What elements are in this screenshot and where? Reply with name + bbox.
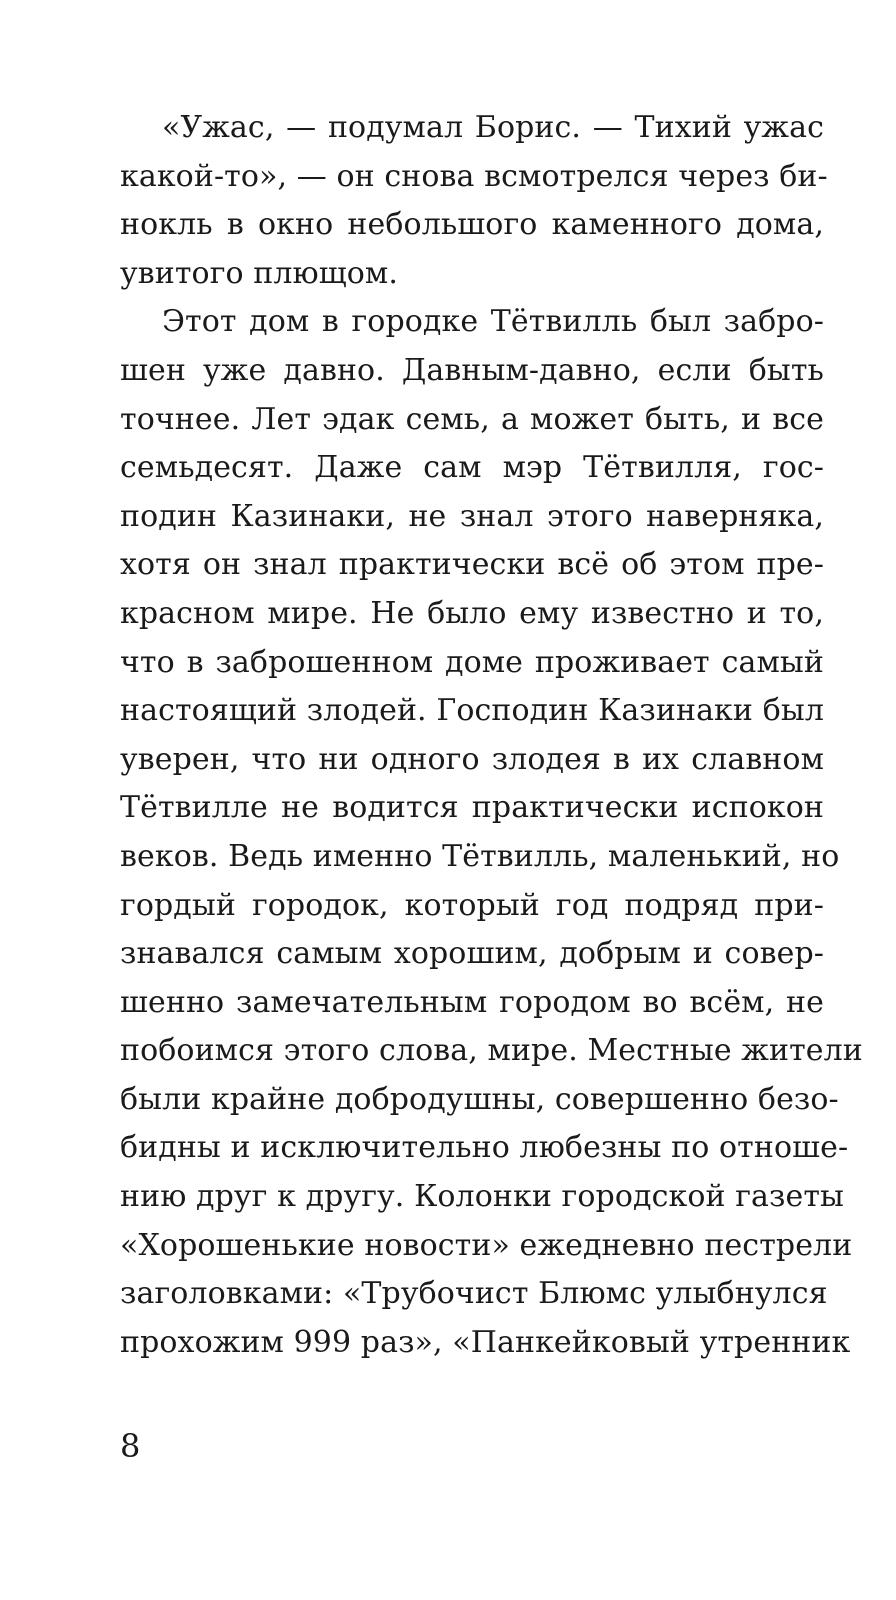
text-line: уверен, что ни одного злодея в их славном	[120, 741, 824, 777]
text-line: веков. Ведь именно Тётвилль, маленький, но	[120, 838, 840, 874]
text-line: точнее. Лет эдак семь, а может быть, и все	[120, 401, 824, 437]
text-line: были крайне добродушны, совершенно безо-	[120, 1081, 839, 1117]
text-line: знавался самым хорошим, добрым и совер-	[120, 936, 824, 972]
paragraph-2	[120, 298, 863, 1367]
text-line: красном мире. Не было ему известно и то,	[120, 595, 824, 631]
text-line: побоимся этого слова, мире. Местные жители	[120, 1033, 863, 1069]
text-line: подин Казинаки, не знал этого наверняка,	[120, 498, 824, 534]
text-line: «Хорошенькие новости» ежедневно пестрели	[120, 1227, 853, 1263]
text-line: прохожим 999 раз», «Панкейковый утренник	[120, 1324, 851, 1360]
text-line: заголовками: «Трубочист Блюмс улыбнулся	[120, 1276, 828, 1312]
text-line: хотя он знал практически всё об этом пре-	[120, 547, 824, 583]
page-number: 8	[120, 1427, 141, 1465]
text-line: Этот дом в городке Тётвилль был забро-	[162, 304, 824, 340]
book-page-text	[120, 104, 863, 1367]
text-line: Тётвилле не водится практически испокон	[120, 790, 824, 826]
text-line: шен уже давно. Давным-давно, если быть	[120, 352, 824, 388]
text-line: увитого плющом.	[120, 255, 399, 291]
paragraph-1	[120, 104, 828, 298]
text-line: что в заброшенном доме проживает самый	[120, 644, 824, 680]
text-line: семьдесят. Даже сам мэр Тётвилля, гос-	[120, 450, 824, 486]
text-line: настоящий злодей. Господин Казинаки был	[120, 693, 824, 729]
text-line: шенно замечательным городом во всём, не	[120, 984, 824, 1020]
text-line: какой-то», — он снова всмотрелся через би-	[120, 158, 828, 194]
text-line: «Ужас, — подумал Борис. — Тихий ужас	[162, 110, 824, 145]
text-line: нию друг к другу. Колонки городской газеты	[120, 1179, 845, 1215]
text-line: гордый городок, который год подряд при-	[120, 887, 824, 923]
text-line: нокль в окно небольшого каменного дома,	[120, 207, 824, 243]
text-line: бидны и исключительно любезны по отноше-	[120, 1130, 849, 1166]
